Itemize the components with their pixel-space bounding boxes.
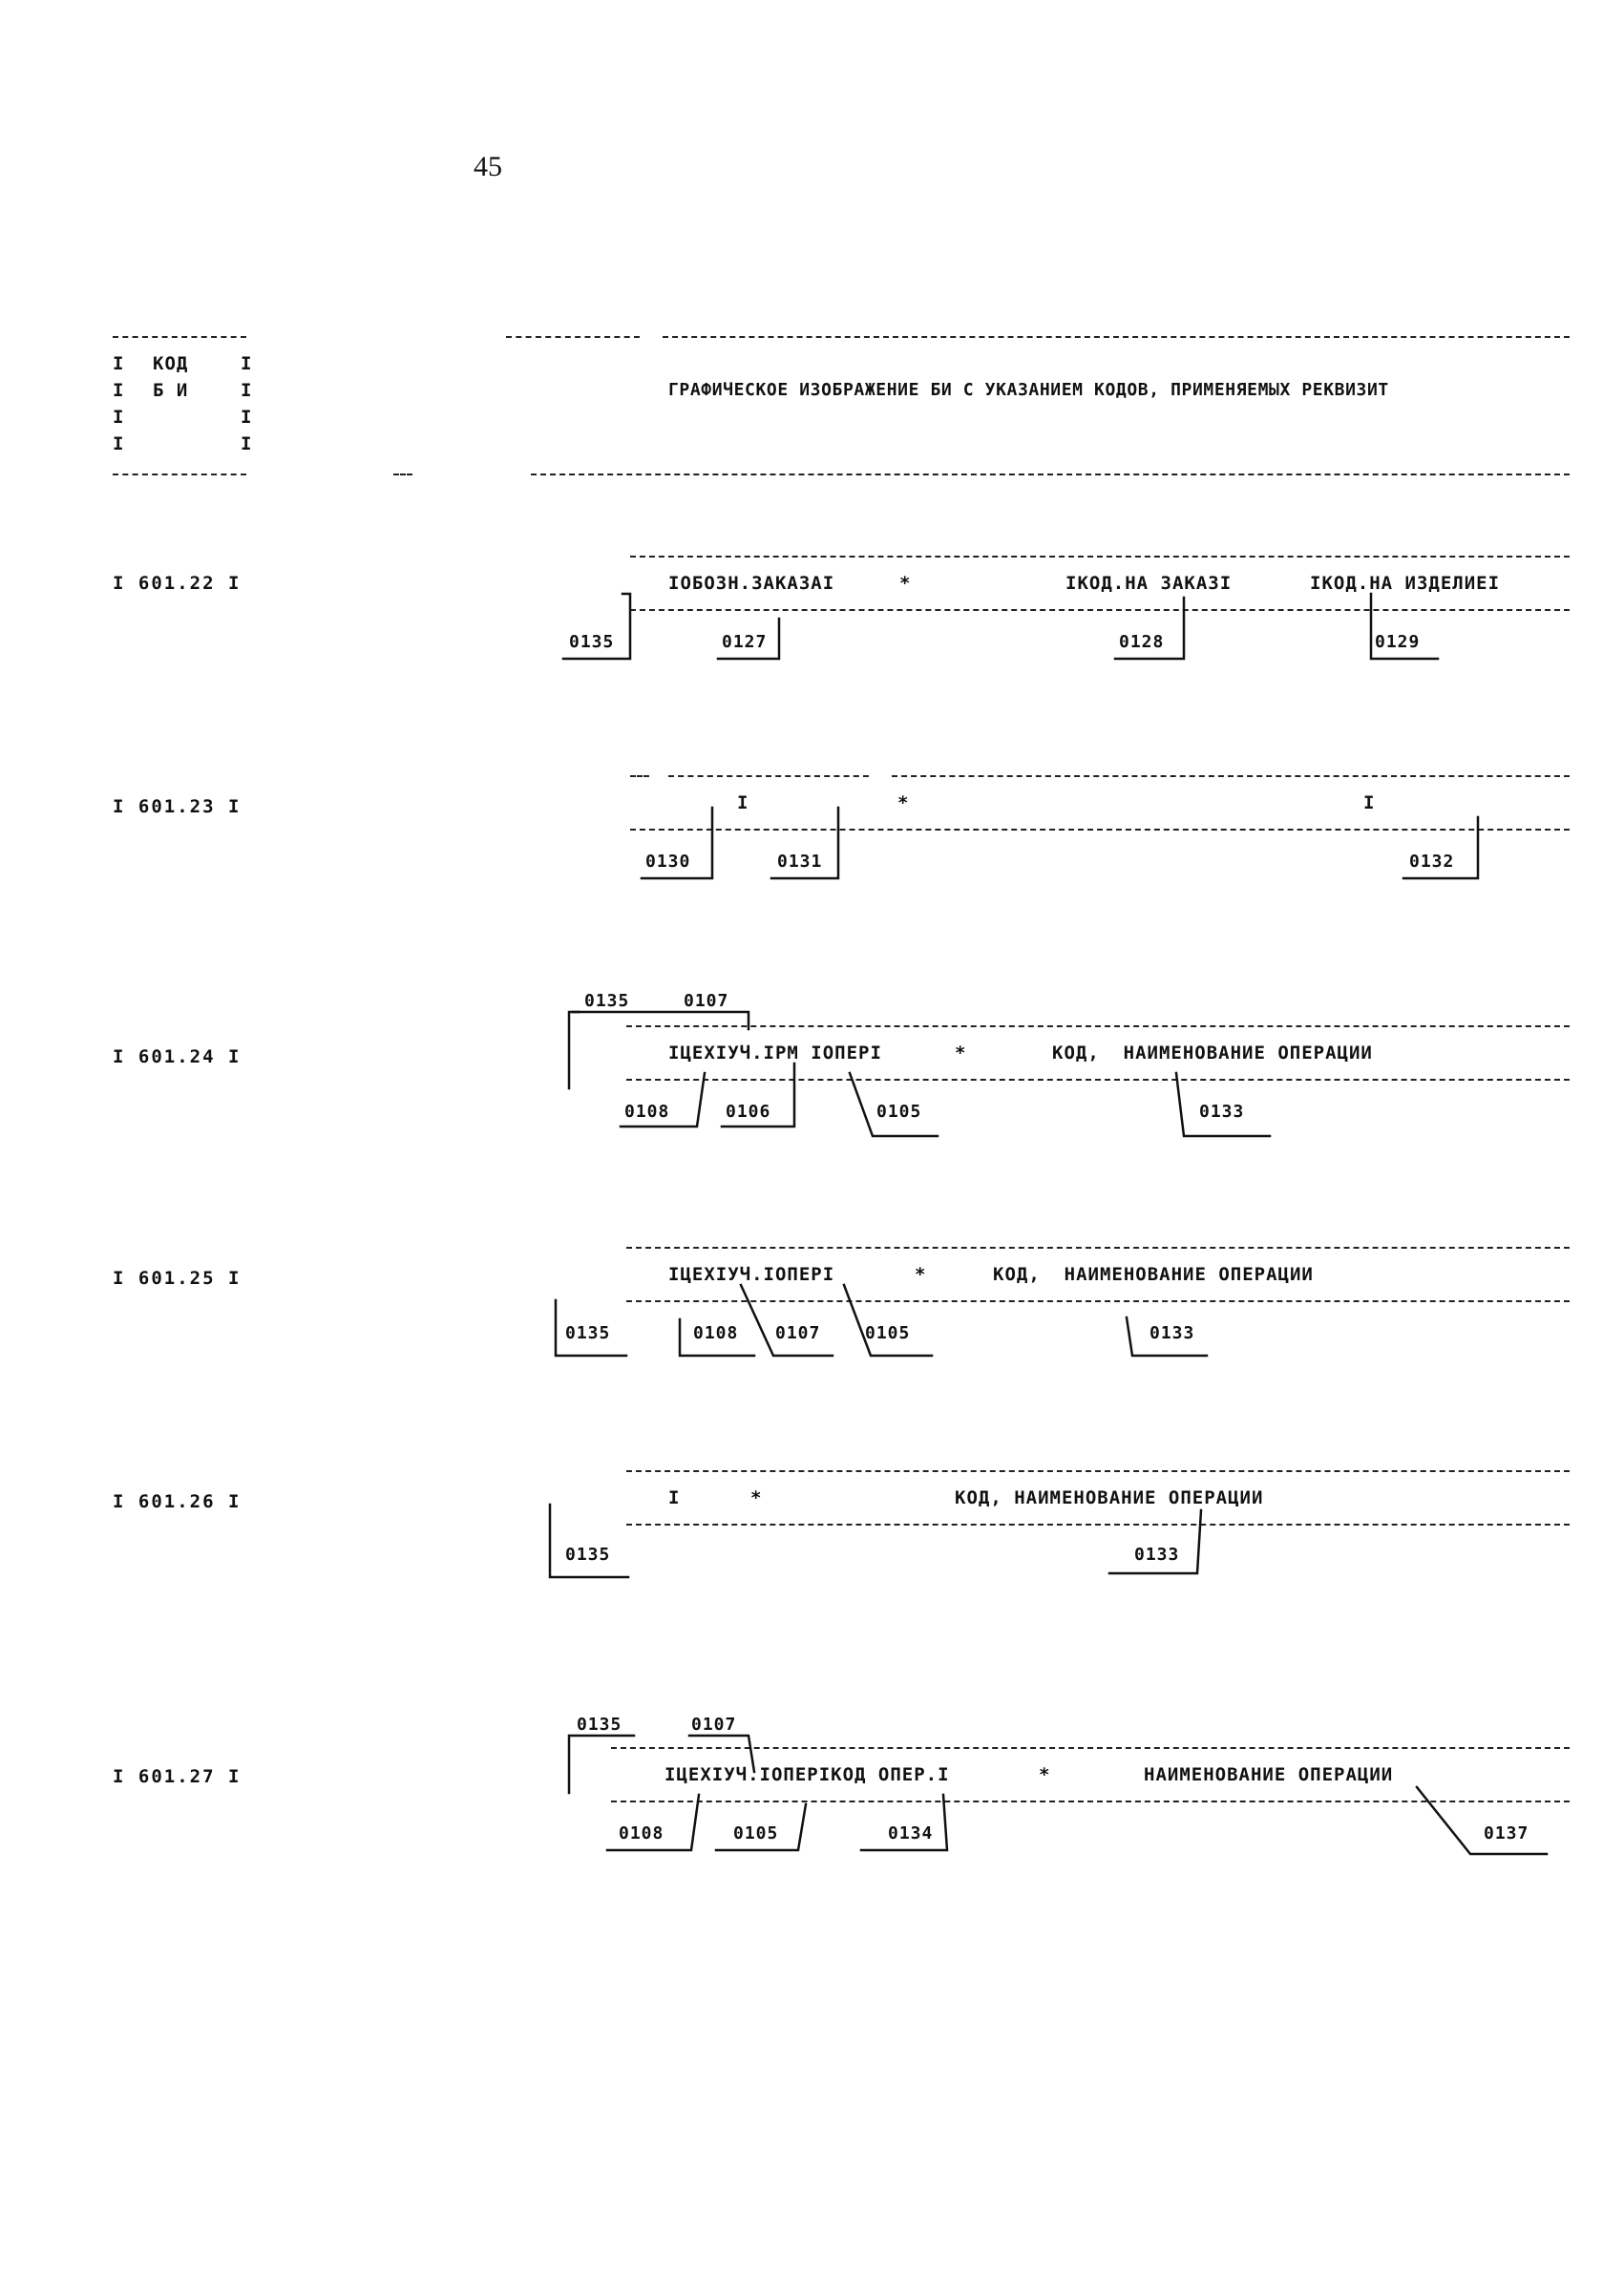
- row-label-601-23: I 601.23 I: [113, 796, 242, 817]
- row-label-601-27: I 601.27 I: [113, 1766, 242, 1787]
- leader-0130: [642, 808, 712, 878]
- leader-0135: [556, 1300, 626, 1356]
- row24-code: 0108: [624, 1102, 670, 1122]
- row25-code: 0108: [693, 1323, 739, 1343]
- row27-field-shop-section-op-code: IЦЕХIУЧ.IОПЕРIКОД ОПЕР.I: [664, 1764, 950, 1785]
- leader-0106: [722, 1064, 794, 1127]
- row27-asterisk: *: [1039, 1764, 1051, 1785]
- row24-code: 0105: [876, 1102, 922, 1122]
- row22-code: 0127: [722, 632, 768, 652]
- row26-field-operation-name: КОД, НАИМЕНОВАНИЕ ОПЕРАЦИИ: [955, 1487, 1264, 1508]
- leader-0135: [550, 1505, 628, 1577]
- row25-asterisk: *: [915, 1264, 927, 1285]
- row27-code: 0137: [1484, 1823, 1529, 1843]
- leader-0105: [844, 1285, 932, 1356]
- leader-0134: [861, 1795, 947, 1850]
- row26-asterisk: *: [750, 1487, 763, 1508]
- header-col-bi: Б И: [153, 380, 189, 401]
- row22-field-order-designation: IОБОЗН.ЗАКАЗАI: [668, 573, 835, 594]
- row-label-601-25: I 601.25 I: [113, 1268, 242, 1289]
- leader-0133: [1109, 1510, 1201, 1573]
- row23-bar-1: I: [737, 792, 749, 813]
- leader-0133: [1127, 1317, 1207, 1356]
- header-bar: I: [113, 380, 125, 401]
- row27-top-code: 0107: [691, 1715, 737, 1735]
- row22-field-order-code: IКОД.НА ЗАКАЗI: [1065, 573, 1233, 594]
- leader-0127: [718, 619, 779, 659]
- leader-0105: [716, 1804, 806, 1850]
- leader-0135: [569, 1736, 634, 1793]
- page-number: 45: [474, 151, 502, 182]
- header-bar: I: [113, 353, 125, 374]
- header-bar: I: [241, 380, 253, 401]
- leader-0108: [680, 1319, 754, 1356]
- leader-0132: [1403, 817, 1478, 878]
- leader-0133: [1176, 1073, 1270, 1136]
- row26-bar: I: [668, 1487, 681, 1508]
- row24-field-operation-name: КОД, НАИМЕНОВАНИЕ ОПЕРАЦИИ: [1052, 1043, 1373, 1064]
- row26-code: 0135: [565, 1545, 611, 1565]
- row24-field-shop-section-workplace-op: IЦЕХIУЧ.IРМ IОПЕРI: [668, 1043, 882, 1064]
- header-bar: I: [241, 433, 253, 454]
- leader-0128: [1115, 598, 1184, 659]
- row24-top-code: 0107: [684, 991, 729, 1011]
- row25-code: 0135: [565, 1323, 611, 1343]
- leader-0137: [1417, 1787, 1547, 1854]
- row24-code: 0133: [1199, 1102, 1245, 1122]
- leader-0107: [689, 1736, 754, 1772]
- row23-bar-2: I: [1363, 792, 1376, 813]
- row22-code: 0129: [1375, 632, 1421, 652]
- row27-code: 0105: [733, 1823, 779, 1843]
- row24-top-code: 0135: [584, 991, 630, 1011]
- row27-code: 0134: [888, 1823, 934, 1843]
- row25-code: 0107: [775, 1323, 821, 1343]
- row23-code: 0130: [645, 852, 691, 872]
- row22-asterisk: *: [899, 573, 912, 594]
- header-bar: I: [241, 353, 253, 374]
- row25-field-shop-section-op: IЦЕХIУЧ.IОПЕРI: [668, 1264, 835, 1285]
- header-title: ГРАФИЧЕСКОЕ ИЗОБРАЖЕНИЕ БИ С УКАЗАНИЕМ КОДОВ, ПРИМЕНЯЕМЫХ РЕКВИЗИТ: [668, 380, 1389, 400]
- row22-code: 0128: [1119, 632, 1165, 652]
- row23-asterisk: *: [897, 792, 910, 813]
- leader-0131: [771, 808, 838, 878]
- row22-code: 0135: [569, 632, 615, 652]
- row27-field-operation-name: НАИМЕНОВАНИЕ ОПЕРАЦИИ: [1144, 1764, 1394, 1785]
- row27-top-code: 0135: [577, 1715, 622, 1735]
- row-label-601-26: I 601.26 I: [113, 1491, 242, 1512]
- row25-field-operation-name: КОД, НАИМЕНОВАНИЕ ОПЕРАЦИИ: [993, 1264, 1314, 1285]
- leader-0107: [741, 1285, 833, 1356]
- row23-code: 0132: [1409, 852, 1455, 872]
- leader-0135: [569, 1012, 579, 1088]
- header-bar: I: [113, 407, 125, 428]
- leader-0135-top: [573, 1012, 749, 1029]
- row-label-601-22: I 601.22 I: [113, 573, 242, 594]
- leader-0108: [621, 1073, 705, 1127]
- header-bar: I: [113, 433, 125, 454]
- row27-code: 0108: [619, 1823, 664, 1843]
- row22-field-product-code: IКОД.НА ИЗДЕЛИЕI: [1310, 573, 1501, 594]
- row24-code: 0106: [726, 1102, 771, 1122]
- leader-0108: [607, 1795, 699, 1850]
- row24-asterisk: *: [955, 1043, 967, 1064]
- row-label-601-24: I 601.24 I: [113, 1046, 242, 1067]
- row25-code: 0133: [1149, 1323, 1195, 1343]
- leader-0129: [1371, 594, 1438, 659]
- row25-code: 0105: [865, 1323, 911, 1343]
- header-col-kod: КОД: [153, 353, 189, 374]
- header-bar: I: [241, 407, 253, 428]
- row23-code: 0131: [777, 852, 823, 872]
- leader-0135: [563, 594, 630, 659]
- row26-code: 0133: [1134, 1545, 1180, 1565]
- leader-0105: [850, 1073, 938, 1136]
